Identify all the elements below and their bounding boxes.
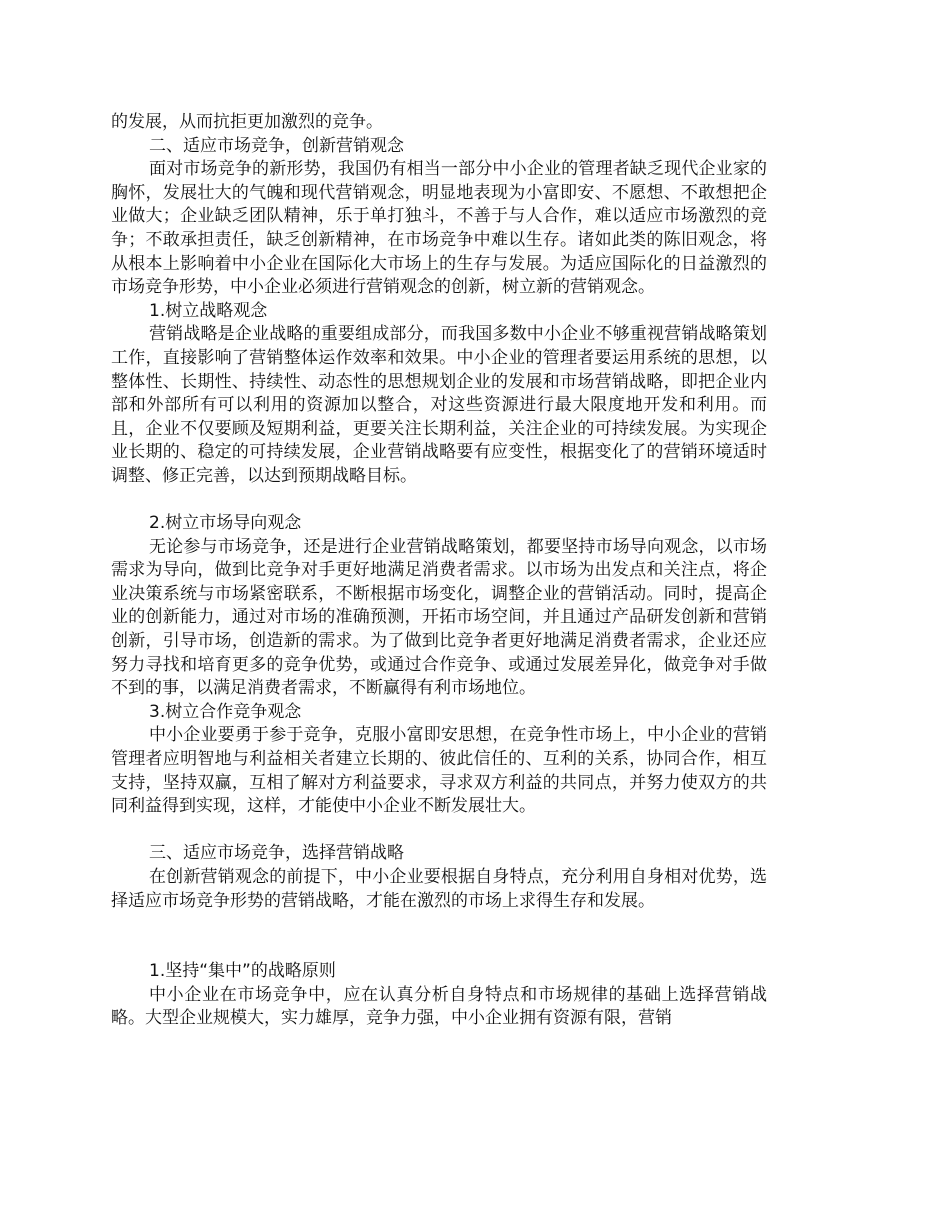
section-heading-2: 二、适应市场竞争，创新营销观念 [149, 135, 404, 156]
paragraph-section-3: 在创新营销观念的前提下，中小企业要根据自身特点，充分利用自身相对优势，选择适应市场竞争形势的营销战略，才能在激烈的市场上求得生存和发展。 [111, 867, 767, 911]
paragraph-strategy-concept: 营销战略是企业战略的重要组成部分，而我国多数中小企业不够重视营销战略策划工作，直接影响了营销整体运作效率和效果。中小企业的管理者要运用系统的思想，以整体性、长期性、持续性、动态性的思想规划企业的发展和市场营销战略，即把企业内部和外部所有可以利用的资源加以整合，对这些资源进行最大限度地开发和利用。而且，企业不仅要顾及短期利益，更要关注长期利益，关注企业的可持续发展。为实现企业长期的、稳定的可持续发展，企业营销战略要有应变性，根据变化了的营销环境适时调整、修正完善，以达到预期战略目标。 [111, 324, 767, 486]
blank-line [111, 489, 767, 513]
section-heading-3: 三、适应市场竞争，选择营销战略 [149, 843, 404, 864]
blank-line [111, 819, 767, 843]
paragraph-section-2: 面对市场竞争的新形势，我国仍有相当一部分中小企业的管理者缺乏现代企业家的胸怀，发展壮大的气魄和现代营销观念，明显地表现为小富即安、不愿想、不敢想把企业做大；企业缺乏团队精神，乐于单打独斗，不善于与人合作，难以适应市场激烈的竞争；不敢承担责任，缺乏创新精神，在市场竞争中难以生存。诸如此类的陈旧观念，将从根本上影响着中小企业在国际化大市场上的生存与发展。为适应国际化的日益激烈的市场竞争形势，中小企业必须进行营销观念的创新，树立新的营销观念。 [111, 159, 767, 298]
paragraph-concentration-principle: 中小企业在市场竞争中，应在认真分析自身特点和市场规律的基础上选择营销战略。大型企业规模大，实力雄厚，竞争力强，中小企业拥有资源有限，营销 [111, 984, 767, 1029]
document-page [111, 111, 767, 1031]
subheading-market-orientation: 2.树立市场导向观念 [149, 513, 302, 534]
subheading-cooperative-competition: 3.树立合作竞争观念 [149, 701, 302, 722]
subheading-strategy-concept: 1.树立战略观念 [149, 300, 268, 321]
paragraph-continuation: 的发展，从而抗拒更加激烈的竞争。 [111, 112, 383, 132]
subheading-concentration-principle: 1.坚持“集中”的战略原则 [149, 961, 336, 982]
paragraph-cooperative-competition: 中小企业要勇于参于竞争，克服小富即安思想，在竞争性市场上，中小企业的营销管理者应明智地与利益相关者建立长期的、彼此信任的、互利的关系，协同合作，相互支持，坚持双赢，互相了解对方利益要求，寻求双方利益的共同点，并努力使双方的共同利益得到实现，这样，才能使中小企业不断发展壮大。 [111, 725, 767, 817]
blank-lines [111, 913, 767, 960]
paragraph-market-orientation: 无论参与市场竞争，还是进行企业营销战略策划，都要坚持市场导向观念，以市场需求为导向，做到比竞争对手更好地满足消费者需求。以市场为出发点和关注点，将企业决策系统与市场紧密联系，不断根据市场变化，调整企业的营销活动。同时，提高企业的创新能力，通过对市场的准确预测，开拓市场空间，并且通过产品研发创新和营销创新，引导市场，创造新的需求。为了做到比竞争者更好地满足消费者需求，企业还应努力寻找和培育更多的竞争优势，或通过合作竞争、或通过发展差异化，做竞争对手做不到的事，以满足消费者需求，不断赢得有利市场地位。 [111, 536, 767, 699]
